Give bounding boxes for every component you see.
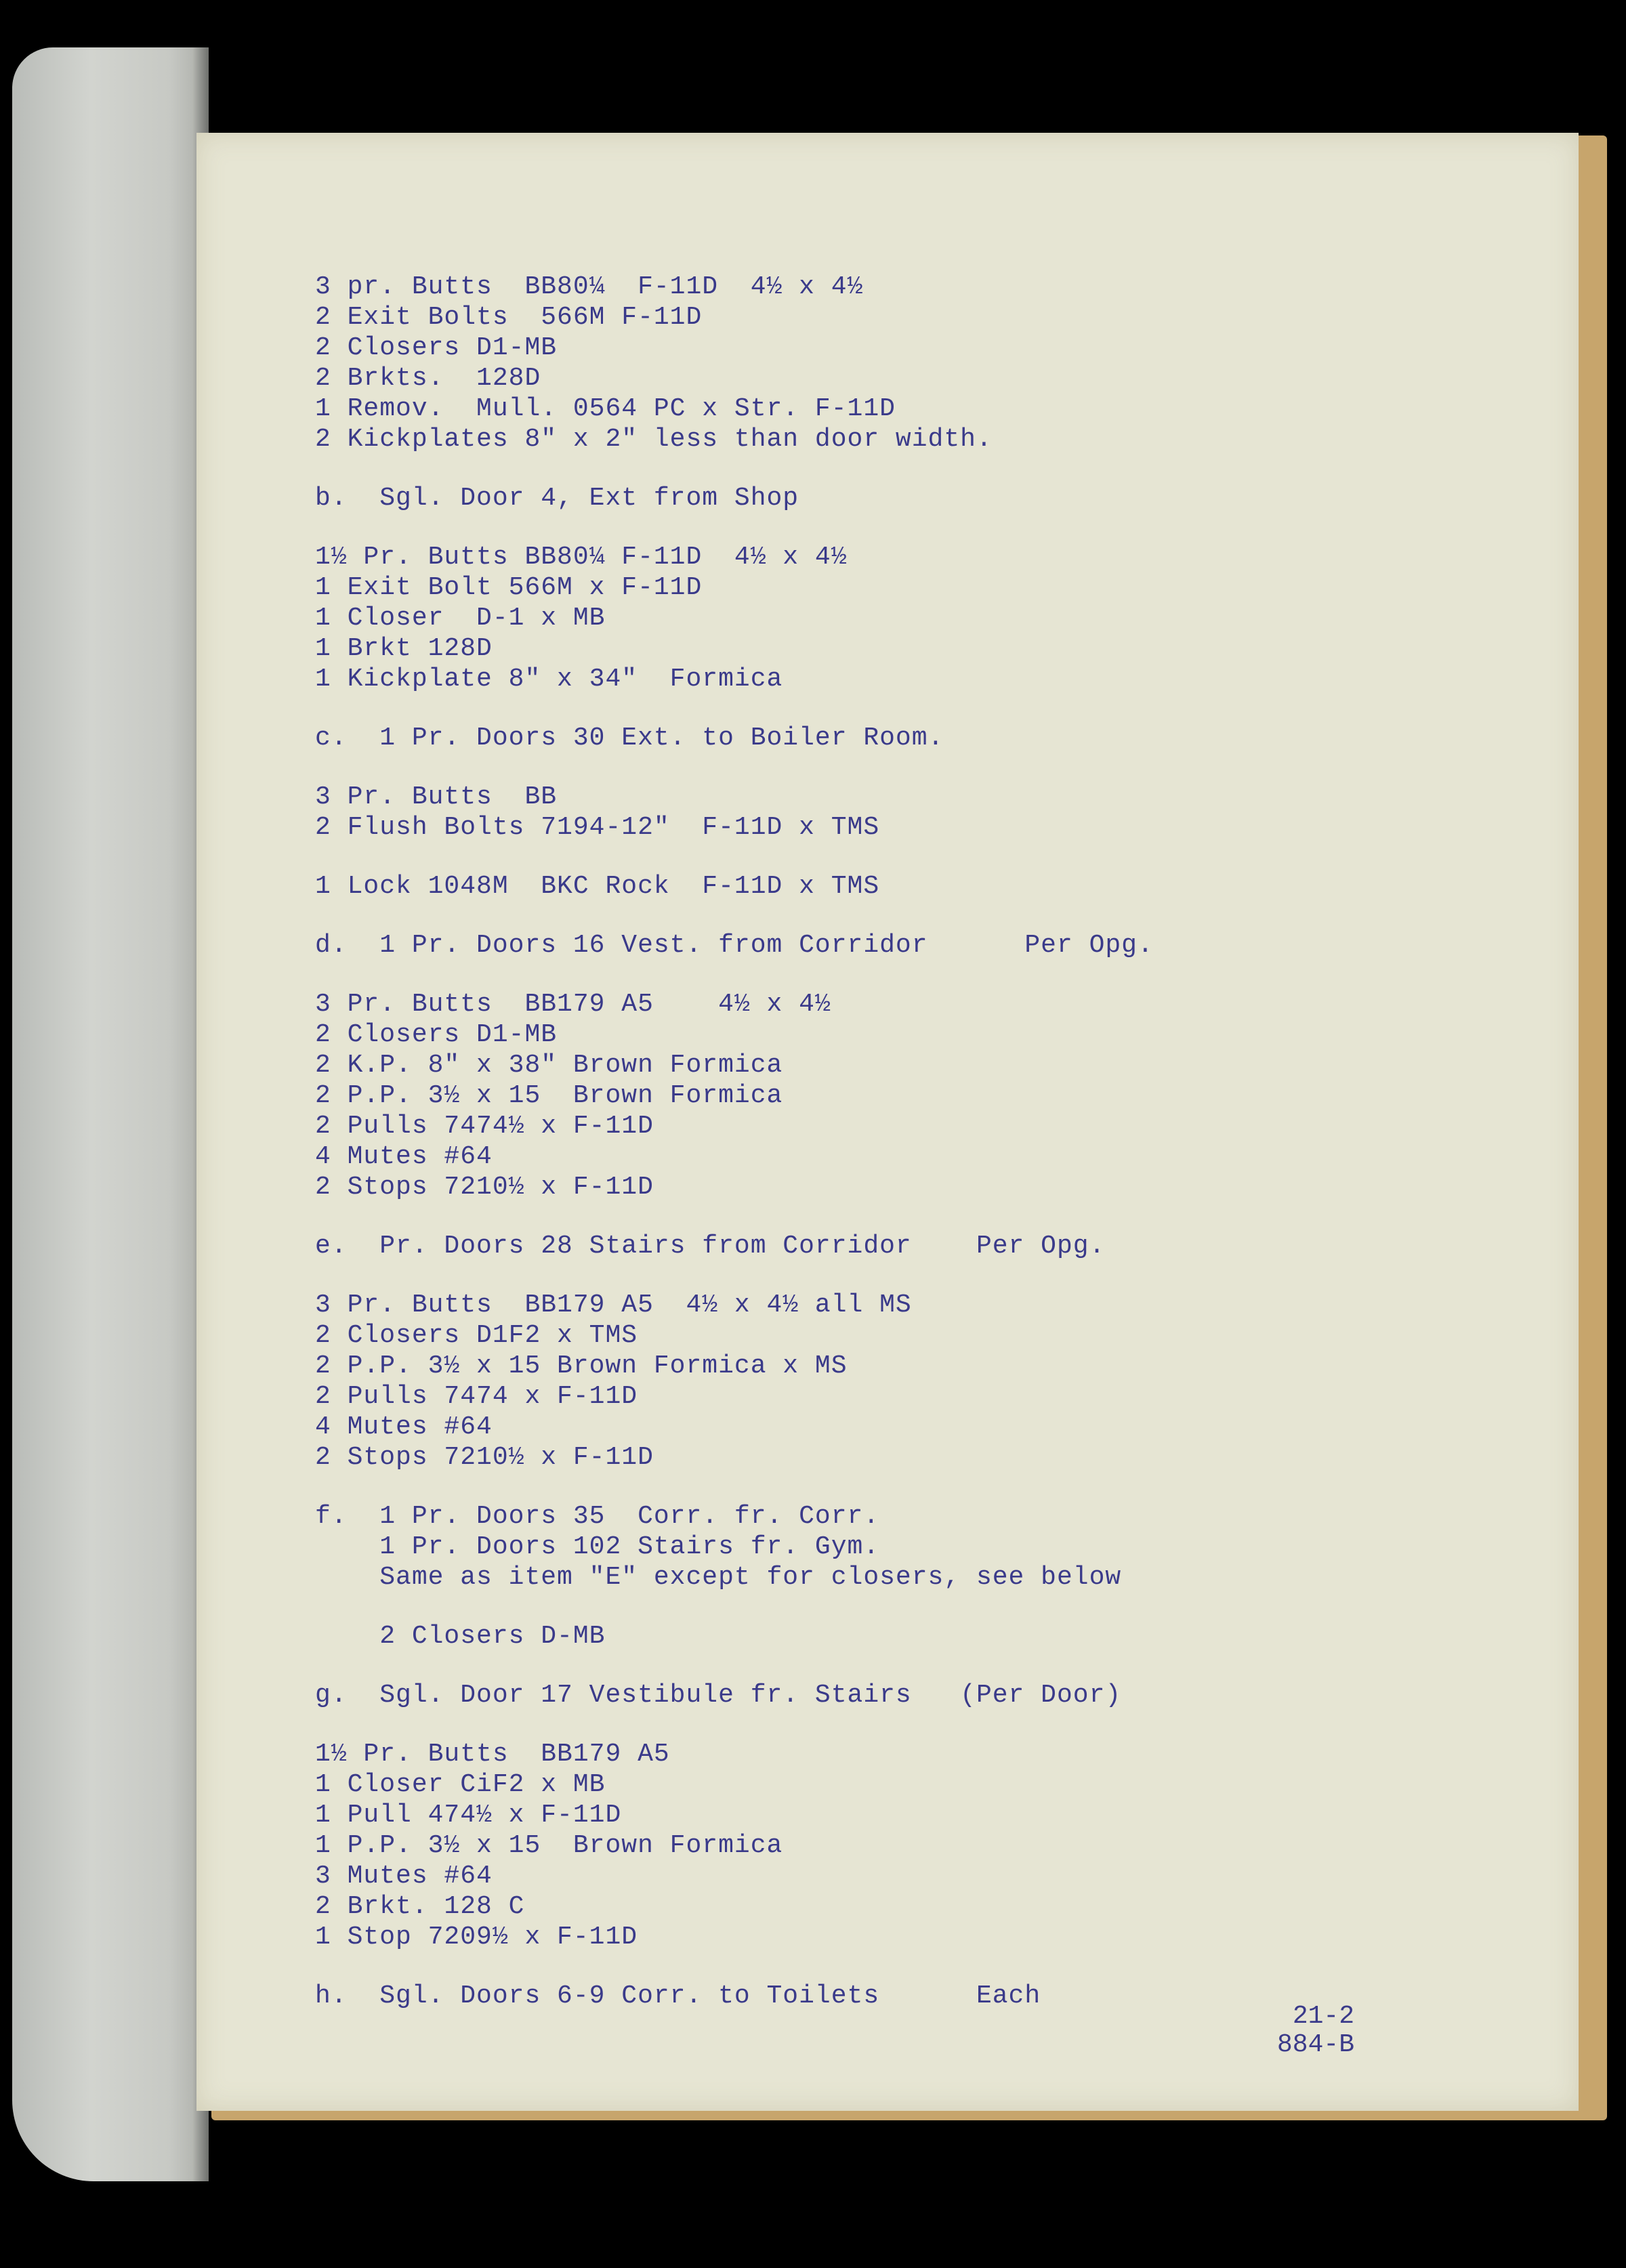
text-line: 1 Lock 1048M BKC Rock F-11D x TMS (315, 872, 880, 901)
page-number-code: 884-B (1277, 2030, 1355, 2059)
blank-line (315, 902, 1501, 930)
text-line: 2 P.P. 3½ x 15 Brown Formica x MS (315, 1351, 848, 1381)
text-line: f. 1 Pr. Doors 35 Corr. fr. Corr. (315, 1502, 880, 1531)
text-line: 1 Pull 474½ x F-11D (315, 1801, 622, 1830)
blank-line (315, 1202, 1501, 1231)
blank-line (315, 1952, 1501, 1981)
text-line: c. 1 Pr. Doors 30 Ext. to Boiler Room. (315, 723, 944, 753)
text-line: 3 pr. Butts BB80¼ F-11D 4½ x 4½ (315, 272, 864, 301)
text-line: 1 Pr. Doors 102 Stairs fr. Gym. (315, 1532, 880, 1561)
text-line: 2 K.P. 8" x 38" Brown Formica (315, 1051, 783, 1080)
text-line: d. 1 Pr. Doors 16 Vest. from Corridor Per Opg. (315, 931, 1154, 960)
page-number (1277, 2002, 1354, 2059)
blank-line (315, 961, 1501, 989)
text-line: b. Sgl. Door 4, Ext from Shop (315, 484, 799, 513)
text-line: 2 Closers D1-MB (315, 1020, 558, 1049)
text-line: 2 Brkt. 128 C (315, 1892, 525, 1921)
text-line: 1 Kickplate 8" x 34" Formica (315, 665, 783, 694)
page-number-line: 21-2 (1292, 2002, 1355, 2031)
text-line: 4 Mutes #64 (315, 1142, 493, 1171)
blank-line (315, 513, 1501, 542)
text-line: 3 Mutes #64 (315, 1862, 493, 1891)
document-page (196, 133, 1579, 2111)
blank-line (315, 455, 1501, 483)
text-line: 2 Pulls 7474 x F-11D (315, 1382, 638, 1411)
text-line: 1 Exit Bolt 566M x F-11D (315, 573, 703, 602)
text-line: 1½ Pr. Butts BB179 A5 (315, 1740, 670, 1769)
text-line: 1 Remov. Mull. 0564 PC x Str. F-11D (315, 394, 896, 423)
blank-line (315, 1652, 1501, 1680)
text-line: 2 Brkts. 128D (315, 364, 541, 393)
blank-line (315, 1593, 1501, 1621)
text-line: 3 Pr. Butts BB179 A5 4½ x 4½ all MS (315, 1290, 912, 1320)
text-line: 2 Exit Bolts 566M F-11D (315, 303, 703, 332)
text-line: 1 Closer CiF2 x MB (315, 1770, 606, 1799)
blank-line (315, 694, 1501, 723)
text-line: e. Pr. Doors 28 Stairs from Corridor Per Opg. (315, 1232, 1106, 1261)
text-line: 2 Stops 7210½ x F-11D (315, 1443, 654, 1472)
text-line: 1½ Pr. Butts BB80¼ F-11D 4½ x 4½ (315, 543, 848, 572)
text-line: 3 Pr. Butts BB (315, 782, 558, 812)
text-line: 2 Closers D1-MB (315, 333, 558, 362)
text-line: 2 Pulls 7474½ x F-11D (315, 1112, 654, 1141)
text-line: 4 Mutes #64 (315, 1412, 493, 1442)
text-line: 2 Stops 7210½ x F-11D (315, 1173, 654, 1202)
text-line: g. Sgl. Door 17 Vestibule fr. Stairs (Per Door) (315, 1681, 1122, 1710)
blank-line (315, 1261, 1501, 1290)
text-line: 1 Closer D-1 x MB (315, 604, 606, 633)
text-line: Same as item "E" except for closers, see below (315, 1563, 1122, 1592)
text-line: h. Sgl. Doors 6-9 Corr. to Toilets Each (315, 1981, 1041, 2011)
text-line: 1 P.P. 3½ x 15 Brown Formica (315, 1831, 783, 1860)
text-line: 2 P.P. 3½ x 15 Brown Formica (315, 1081, 783, 1110)
blank-line (315, 1710, 1501, 1739)
blank-line (315, 753, 1501, 782)
facing-page (12, 47, 209, 2181)
text-line: 1 Stop 7209½ x F-11D (315, 1923, 638, 1952)
blank-line (315, 1473, 1501, 1501)
text-line: 3 Pr. Butts BB179 A5 4½ x 4½ (315, 990, 831, 1019)
text-line: 2 Kickplates 8" x 2" less than door width. (315, 425, 993, 454)
text-line: 2 Closers D-MB (315, 1622, 606, 1651)
text-line: 2 Closers D1F2 x TMS (315, 1321, 638, 1350)
text-line: 1 Brkt 128D (315, 634, 493, 663)
blank-line (315, 843, 1501, 871)
typed-text-block (315, 272, 1501, 2011)
text-line: 2 Flush Bolts 7194-12" F-11D x TMS (315, 813, 880, 842)
